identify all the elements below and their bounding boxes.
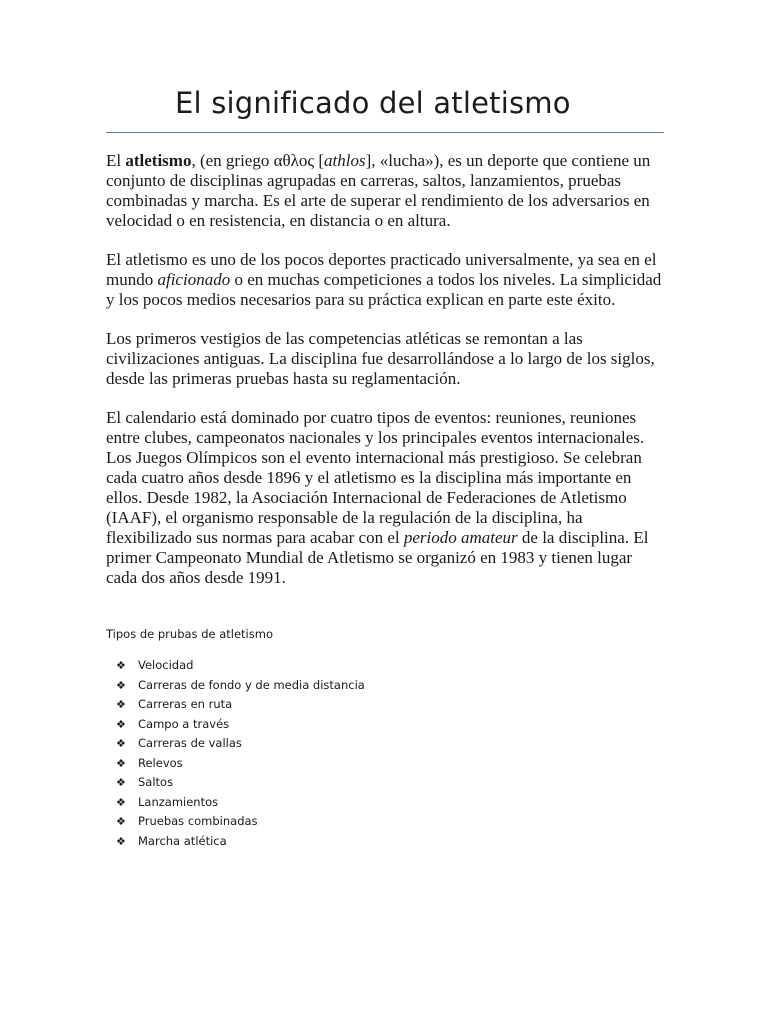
paragraph-1-text-a: El	[106, 151, 126, 170]
paragraph-4-text-a: El calendario está dominado por cuatro tipos de eventos: reuniones, reuniones entre clubes, campeonatos nacionales y los principales eventos internacionales. Los Juegos Olímpicos son el evento internacional más prestigioso. Se celebran cada cuatro años desde 1896 y el atletismo es la disciplina más importante en ellos. Desde 1982, la Asociación Internacional de Federaciones de Atletismo (IAAF), el organismo responsable de la regulación de la disciplina, ha flexibilizado sus normas para acabar con el	[106, 408, 645, 547]
list-item-label: Carreras de vallas	[138, 736, 242, 750]
paragraph-2-text-a: El atletismo es uno de los pocos deportes practicado universalmente, ya sea en el mundo	[106, 250, 657, 289]
italic-term-athlos: athlos	[324, 151, 366, 170]
document-body	[106, 151, 666, 607]
list-item-label: Saltos	[138, 775, 174, 789]
paragraph-2-text-b: o en muchas competiciones a todos los niveles. La simplicidad y los pocos medios necesarios para su práctica explican en parte este éxito.	[106, 270, 662, 309]
title-underline	[106, 132, 664, 133]
list-item-label: Pruebas combinadas	[138, 814, 258, 828]
list-item	[116, 832, 365, 852]
paragraph-1	[106, 151, 666, 231]
paragraph-2	[106, 250, 666, 310]
paragraph-3	[106, 329, 666, 389]
list-item	[116, 676, 365, 696]
list-item	[116, 754, 365, 774]
bullet-diamond-icon: ❖	[116, 659, 126, 672]
bullet-diamond-icon: ❖	[116, 717, 126, 731]
paragraph-3-text: Los primeros vestigios de las competencias atléticas se remontan a las civilizaciones antiguas. La disciplina fue desarrollándose a lo largo de los siglos, desde las primeras pruebas hasta su reglamentación.	[106, 329, 655, 388]
list-item-label: Campo a través	[138, 716, 230, 731]
greek-word: αθλος	[273, 151, 315, 170]
paragraph-4	[106, 408, 666, 588]
list-item	[116, 695, 365, 715]
italic-term-periodo-amateur: periodo amateur	[403, 528, 518, 547]
bullet-diamond-icon: ❖	[116, 737, 126, 750]
bold-term-atletismo: atletismo	[125, 151, 192, 170]
list-item-label: Carreras en ruta	[138, 697, 233, 711]
paragraph-1-text-d: ], «lucha»), es un deporte que contiene un conjunto de disciplinas agrupadas en carreras, saltos, lanzamientos, pruebas combinadas y marcha. Es el arte de superar el rendimiento de los adversarios en velocidad o en resistencia, en distancia o en altura.	[106, 151, 651, 230]
list-item	[116, 734, 365, 754]
paragraph-4-text-b: de la disciplina. El primer Campeonato Mundial de Atletismo se organizó en 1983 y tienen lugar cada dos años desde 1991.	[106, 528, 649, 587]
paragraph-1-text-b: , (en griego	[191, 151, 274, 170]
list-item-label: Carreras de fondo y de media distancia	[138, 677, 365, 692]
list-item	[116, 715, 365, 735]
bullet-diamond-icon: ❖	[116, 678, 126, 692]
list-item-label: Velocidad	[138, 658, 194, 672]
paragraph-1-text-c: [	[314, 151, 325, 170]
document-title: El significado del atletismo	[175, 86, 571, 120]
list-item	[116, 656, 365, 676]
bullet-diamond-icon: ❖	[116, 834, 126, 848]
bullet-diamond-icon: ❖	[116, 776, 126, 789]
list-item	[116, 773, 365, 793]
event-types-list	[116, 656, 365, 851]
bullet-diamond-icon: ❖	[116, 815, 126, 828]
list-item-label: Relevos	[138, 755, 183, 770]
italic-term-aficionado: aficionado	[157, 270, 231, 289]
list-heading: Tipos de prubas de atletismo	[106, 627, 273, 641]
list-item-label: Marcha atlética	[138, 833, 227, 848]
list-item	[116, 812, 365, 832]
list-item	[116, 793, 365, 813]
list-item-label: Lanzamientos	[138, 794, 219, 809]
bullet-diamond-icon: ❖	[116, 698, 126, 711]
bullet-diamond-icon: ❖	[116, 756, 126, 770]
bullet-diamond-icon: ❖	[116, 795, 126, 809]
